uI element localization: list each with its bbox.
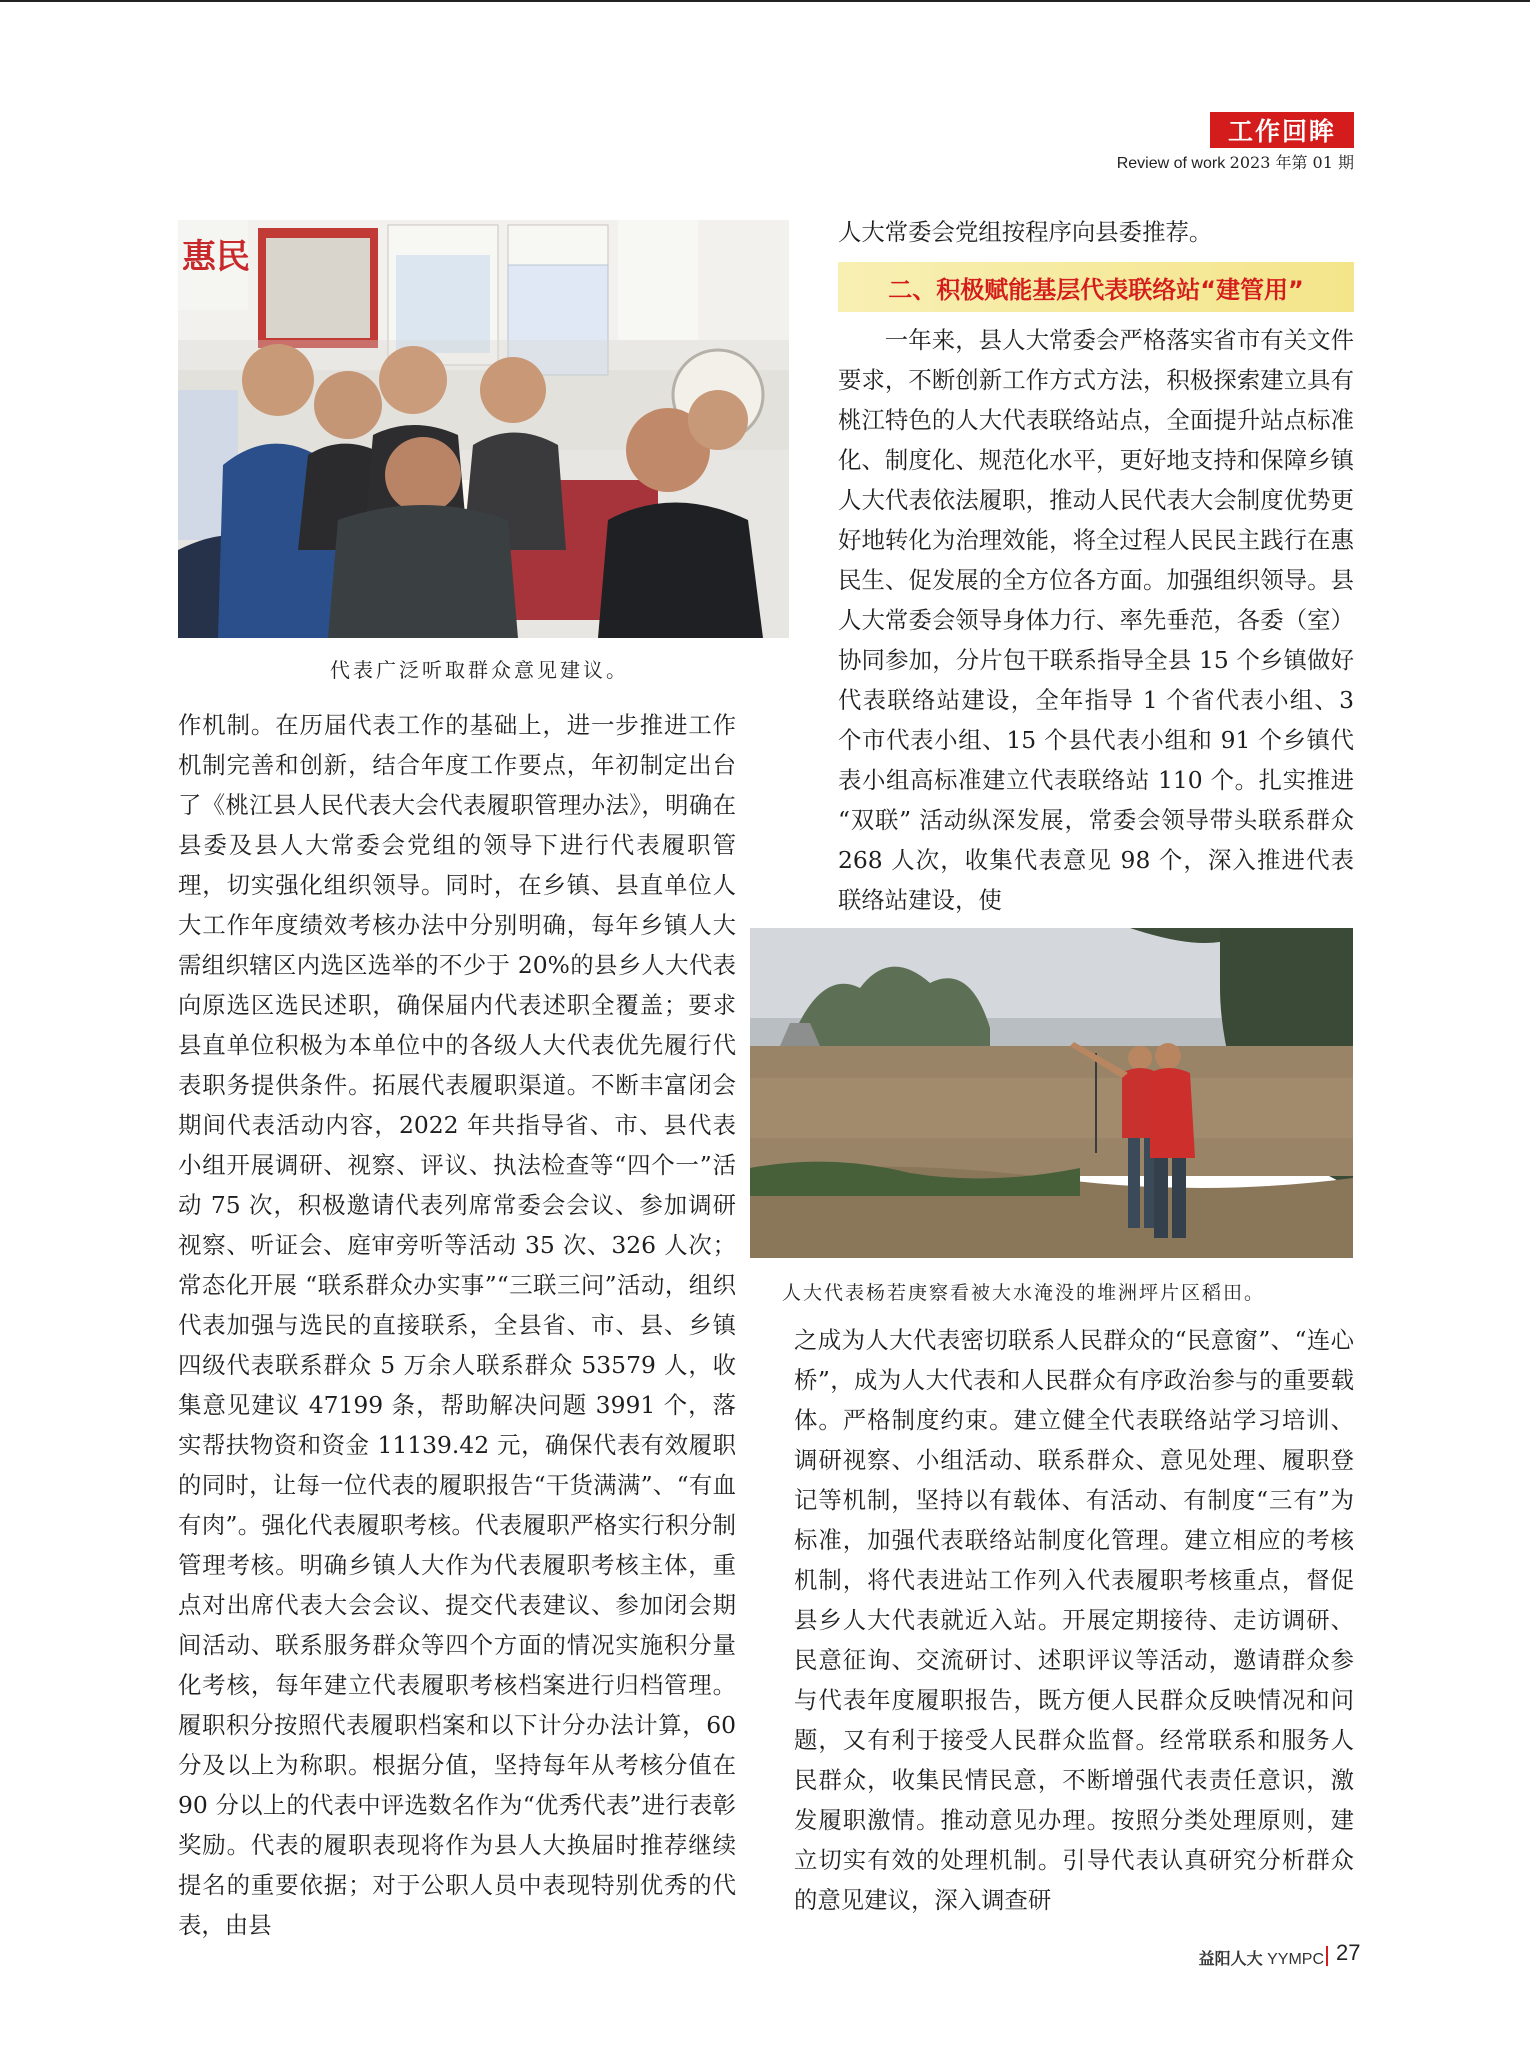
footer-divider — [1326, 1946, 1328, 1966]
section-tag: 工作回眸 — [1210, 112, 1354, 148]
right-lower-text: 之成为人大代表密切联系人民群众的“民意窗”、“连心桥”，成为人大代表和人民群众有序政治参与的重要载体。严格制度约束。建立健全代表联络站学习培训、调研视察、小组活动、联系群众、意见处理、履职登记等机制，坚持以有载体、有活动、有制度“三有”为标准，加强代表联络站制度化管理。建立相应的考核机制，将代表进站工作列入代表履职考核重点，督促县乡人大代表就近入站。开展定期接待、走访调研、民意征询、交流研讨、述职评议等活动，邀请群众参与代表年度履职报告，既方便人民群众反映情况和问题，又有利于接受人民群众监督。经常联系和服务人民群众，收集民情民意，不断增强代表责任意识，激发履职激情。推动意见办理。按照分类处理原则，建立切实有效的处理机制。引导代表认真研究分析群众的意见建议，深入调查研 — [794, 1326, 1354, 1914]
right-top-line-text: 人大常委会党组按程序向县委推荐。 — [838, 218, 1213, 246]
left-column — [178, 705, 736, 1939]
meeting-photo-illustration — [178, 220, 789, 638]
right-upper-text: 一年来，县人大常委会严格落实省市有关文件要求，不断创新工作方式方法，积极探索建立具有桃江特色的人大代表联络站点，全面提升站点标准化、制度化、规范化水平，更好地支持和保障乡镇人大代表依法履职，推动人民代表大会制度优势更好地转化为治理效能，将全过程人民民主践行在惠民生、促发展的全方位各方面。加强组织领导。县人大常委会领导身体力行、率先垂范，各委（室）协同参加，分片包干联系指导全县 15 个乡镇做好代表联络站建设，全年指导 1 个省代表小组、3 个市代表小组、15 个县代表小组和 91 个乡镇代表小组高标准建立代表联络站 110 个。扎实推进 “双联” 活动纵深发展，常委会领导带头联系群众 268 人次，收集代表意见 98 个，深入推进代表联络站建设，使 — [838, 326, 1354, 914]
flood-photo-illustration — [750, 928, 1353, 1258]
meeting-photo-caption: 代表广泛听取群众意见建议。 — [330, 658, 629, 682]
left-column-text: 作机制。在历届代表工作的基础上，进一步推进工作机制完善和创新，结合年度工作要点，年初制定出台了《桃江县人民代表大会代表履职管理办法》，明确在县委及县人大常委会党组的领导下进行代表履职管理，切实强化组织领导。同时，在乡镇、县直单位人大工作年度绩效考核办法中分别明确，每年乡镇人大需组织辖区内选区选举的不少于 20%的县乡人大代表向原选区选民述职，确保届内代表述职全覆盖；要求县直单位积极为本单位中的各级人大代表优先履行代表职务提供条件。拓展代表履职渠道。不断丰富闭会期间代表活动内容，2022 年共指导省、市、县代表小组开展调研、视察、评议、执法检查等“四个一”活动 75 次，积极邀请代表列席常委会会议、参加调研视察、听证会、庭审旁听等活动 35 次、326 人次；常态化开展 “联系群众办实事”“三联三问”活动，组织代表加强与选民的直接联系，全县省、市、县、乡镇四级代表联系群众 5 万余人联系群众 53579 人，收集意见建议 47199 条，帮助解决问题 3991 个，落实帮扶物资和资金 11139.42 元，确保代表有效履职的同时，让每一位代表的履职报告“干货满满”、“有血有肉”。强化代表履职考核。代表履职严格实行积分制管理考核。明确乡镇人大作为代表履职考核主体，重点对出席代表大会会议、提交代表建议、参加闭会期间活动、联系服务群众等四个方面的情况实施积分量化考核，每年建立代表履职考核档案进行归档管理。履职积分按照代表履职档案和以下计分办法计算，60 分及以上为称职。根据分值，坚持每年从考核分值在 90 分以上的代表中评选数名作为“优秀代表”进行表彰奖励。代表的履职表现将作为县人大换届时推荐继续提名的重要依据；对于公职人员中表现特别优秀的代表，由县 — [178, 711, 736, 1939]
issue-cn: 2023 年第 01 期 — [1229, 153, 1354, 172]
flood-photo-caption: 人大代表杨若庚察看被大水淹没的堆洲坪片区稻田。 — [782, 1282, 1266, 1304]
meeting-photo — [178, 220, 789, 638]
svg-text:惠民: 惠民 — [182, 237, 250, 277]
flood-photo — [750, 928, 1353, 1258]
right-column-lower — [794, 1320, 1354, 1914]
magazine-name-cn: 益阳人大 — [1198, 1949, 1263, 1968]
right-column-upper — [838, 320, 1354, 914]
magazine-footer — [1199, 1946, 1324, 1969]
issue-line — [1117, 150, 1354, 173]
issue-en: Review of work — [1116, 155, 1226, 172]
right-column-top-line — [838, 212, 1354, 252]
section-heading: 二、积极赋能基层代表联络站“建管用” — [838, 262, 1354, 312]
page-number: 27 — [1336, 1940, 1361, 1965]
magazine-name-en: YYMPC — [1267, 1951, 1324, 1968]
top-rule — [0, 0, 1530, 2]
